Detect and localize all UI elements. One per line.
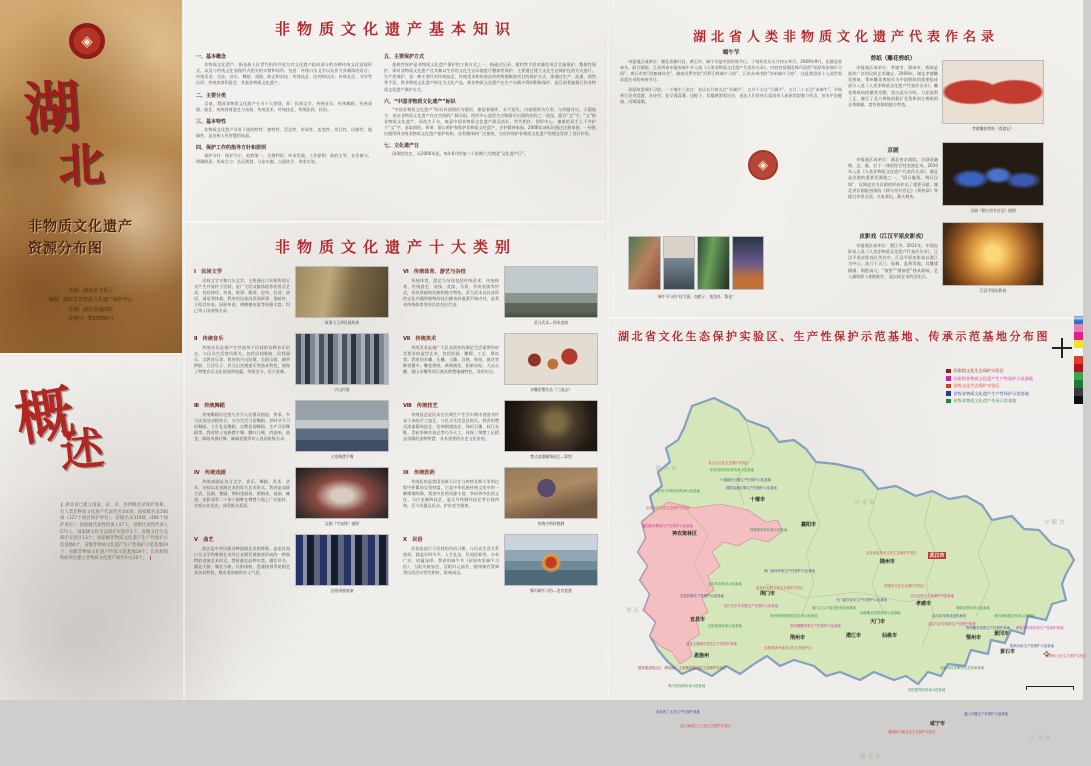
entry-paragraph: 申报地区或单位：湖北省京剧院。京剧是融唱、念、做、打于一体的综合性表演艺术，2010年入选《人类非物质文化遗产代表作名录》。湖北是京剧的重要发源地之一，“班曰徽班、调曰汉调”，汉调进京为京剧的形成作出了重要贡献。湖北省京剧院创排的《徐九经升官记》《膏药章》等剧目享誉全国，名家辈出，薪火相传。: [848, 157, 938, 199]
category-section: [403, 400, 598, 460]
category-text: [403, 266, 499, 326]
photo-caption: 汉剧《宇宙锋》剧照: [324, 521, 360, 526]
peking-opera-figure: [942, 142, 1044, 214]
neighbor-province-label: 重庆市: [626, 608, 649, 614]
map-site-label: 通山木雕生产性保护示范基地: [964, 712, 1009, 716]
category-number: Ⅸ: [403, 470, 409, 476]
map-site-label: 老河口木版年画传承示范基地: [656, 489, 701, 493]
map-site-label: 来凤西兰卡普生产性保护基地: [656, 710, 701, 714]
photo: [942, 60, 1044, 124]
map-city-label: 宜昌市: [690, 617, 706, 623]
neighbor-province-label: 湖南省: [860, 754, 883, 760]
map-site-label: 远安呜音传承示范基地: [708, 582, 742, 586]
strip-photo: [732, 236, 765, 290]
category-number: Ⅱ: [194, 336, 198, 342]
knowledge-section: [196, 53, 372, 87]
map-city-label: 天门市: [870, 619, 886, 625]
knowledge-panel-title: 非物质文化遗产基本知识: [274, 20, 517, 38]
category-figure: [295, 333, 389, 393]
photo-caption: 木雕彩塑作品《三国志》: [530, 387, 572, 392]
category-body: 传统戏剧是包含文学、音乐、舞蹈、美术、武术、杂技以及表演艺术的综合艺术形式。我省是戏剧大省，汉剧、楚剧、荆州花鼓戏、黄梅戏、南剧、傩戏、皮影戏等二十余个剧种在荆楚大地上广泛流传，名家名作迭出，深受群众喜爱。: [194, 479, 290, 509]
map-site-label: 屈家岭农耕文化生态保护实验区: [756, 586, 804, 590]
category-section: [194, 266, 389, 326]
category-heading: [403, 469, 499, 476]
duanwu-photo-strip: [628, 236, 764, 290]
ten-categories-panel: [188, 224, 604, 700]
map-city-label: 孝感市: [916, 601, 932, 607]
knowledge-section: [384, 142, 596, 157]
map-site-label: 武汉马应龙制药生产性保护基地: [928, 622, 976, 626]
china-ich-emblem-logo: [69, 23, 105, 59]
categories-panel-title: 非物质文化遗产十大类别: [274, 238, 517, 256]
photo-caption: 楚式漆器髹饰技艺—彩绘: [530, 454, 572, 459]
map-site-label: 黄陂泥塑传承示范基地: [956, 606, 990, 610]
category-heading: [194, 268, 290, 275]
map-site-label: 国家级武陵山区（鄂西南）土家族苗族文化生态保护实验区: [638, 666, 727, 670]
scale-bar: [1026, 686, 1074, 690]
map-site-label: 清江流域巴土文化生态保护实验区: [680, 724, 731, 728]
category-text: [403, 534, 499, 594]
peking-opera-entry: [848, 146, 938, 203]
category-name: 传统音乐: [202, 336, 224, 342]
category-section: [403, 266, 598, 326]
category-heading: [403, 335, 499, 342]
categories-left-column: [194, 266, 389, 601]
map-city-label: 鄂州市: [966, 635, 982, 641]
entry-heading: 剪纸（雕花剪纸）: [870, 56, 916, 62]
knowledge-section-body: 抢救性保护是非物质文化遗产保护的主要方式之一，指通过记录、建档等手段对濒危项目实施保护。整体性保护，即对非物质文化遗产及其赖以生存的文化生态环境进行整体性保护，主要通过建立文化生态保护区的方式进行。生产性保护，是一种主要针对传统技艺、传统美术和传统医药药物炮制类项目的保护方式，即通过生产、流通、销售等手段，将非物质文化遗产转化为文化产品，使非物质文化遗产在生产实践中得到积极保护，是目前普遍推行的非物质文化遗产保护方式。: [384, 62, 596, 92]
knowledge-section-heading: 二、主要分类: [196, 92, 227, 99]
shadow-play-figure: [942, 222, 1044, 294]
map-site-label: 黄冈黄梅挑花传承示范基地: [994, 614, 1035, 618]
category-body: 传统舞蹈历史悠久并为人民群众创造、传承，多与民俗活动相结合，分为生活习俗舞蹈、岁时节令习俗舞蹈、人生礼仪舞蹈、宗教信仰舞蹈、生产习俗舞蹈等。我省的土家族摆手舞、撒叶儿嗬、肉连响、高龙、郧阳凤凰灯舞、麻城花挑等均入选国家级名录。: [194, 412, 290, 442]
category-body: 传统医药是我国各族人民在与疾病长期斗争的过程中积累的宝贵财富，它是中华民族传统文化中的一颗璀璨明珠。我省中医药资源丰富，李时珍中医药文化、马应龙制药技艺、夏氏丹药制作技艺等名扬四海，至今仍惠及民众、护佑苍生健康。: [403, 479, 499, 509]
photo: [295, 467, 389, 519]
credit-value: 湖北省非物质文化遗产保护中心: [63, 297, 134, 303]
photo-caption: 传统中药材炮制: [537, 521, 565, 526]
category-figure: [504, 266, 598, 326]
credit-label: 审图号: [68, 316, 84, 322]
map-site-label: 保康黑暗传传承示范基地: [750, 528, 788, 532]
map-city-label: 仙桃市: [882, 633, 898, 639]
category-figure: [295, 467, 389, 527]
category-number: Ⅲ: [194, 403, 199, 409]
category-body: 传统体育、游艺与杂技包括传统武术、传统体育、传统游艺、杂技、竞技、马戏、乔装表演等形式，具有浓郁的民族和地方特色。武当武术以其深厚的文化内涵和独特的技击健身价值蜚声海内外，是我省传统体育类项目的杰出代表。: [403, 278, 499, 308]
category-body: 民俗是流行于民间的风俗习惯，与民众生活关系密切，涵盖岁时节令、人生礼仪、民间信仰等，分布广泛、底蕴深厚。我省的端午节（屈原故里端午习俗）、当阳关陵庙会、汉阳归元庙会、随州神农祭典等民俗活动世代相传，影响深远。: [403, 546, 499, 576]
map-city-label: 咸宁市: [930, 721, 946, 727]
map-city-label: 神农架林区: [672, 531, 698, 537]
map-city-label: 十堰市: [750, 497, 766, 503]
map-site-label: 通城拍打舞文化生态保护实验区: [888, 730, 936, 734]
photo: [295, 400, 389, 452]
neighbor-province-label: 安徽省: [1044, 520, 1067, 526]
strip-caption: 端午节习俗“挂艾蒿、包粽子、划龙舟、祭祀”: [657, 294, 735, 299]
knowledge-section: [384, 98, 596, 138]
map-site-label: 房县诗经文化生态保护实验区: [646, 506, 691, 510]
legend-swatch: [946, 376, 951, 381]
knowledge-right-column: [384, 48, 596, 165]
knowledge-section-heading: 一、基本概念: [196, 54, 227, 60]
legend-label: 省级非物质文化遗产生产性保护示范基地: [953, 390, 1029, 396]
map-city-label: 黄石市: [1000, 649, 1016, 655]
category-heading: [403, 402, 499, 409]
seal-glyph: ◈: [758, 157, 768, 173]
credit-line: [0, 296, 182, 303]
credit-label: 编制: [48, 297, 59, 303]
papercut-figure: [942, 60, 1044, 132]
photo: [504, 400, 598, 452]
entry-paragraph: 申报地区或单位：潜江市。2011年，中国皮影戏入选《人类非物质文化遗产代表作名录》，江汉平原皮影戏位列其中。江汉平原皮影戏以潜江为中心，流行于天门、仙桃、监利等地，其雕镂精细、唱腔高亢，“歌腔”“渔鼓腔”独具韵味，艺人操纵影人栩栩如生，是民间艺术的活化石。: [848, 243, 938, 279]
photo-caption: 故事大王讲民间故事: [324, 320, 360, 325]
entry-heading: 端午节: [722, 50, 740, 56]
map-site-label: 襄阳程河柳编生产性保护示范基地: [642, 524, 693, 528]
category-heading: [403, 268, 499, 275]
category-figure: [295, 266, 389, 326]
photo: [942, 142, 1044, 206]
cover-credits: [0, 284, 182, 325]
map-site-label: 阳新布贴生产性保护示范基地: [1010, 644, 1055, 648]
knowledge-section-body: “中国非物质文化遗产”标识外部图形为圆形，象征着循环，永不消失；内部图形为方形，与外圆对应，天圆地方，表达非物质文化遗产存在空间的广阔无垠。图形中心造型为古陶最早出现的纹样之一鱼纹，隐含“文”字，“文”指非物质文化遗产，而鱼生于水，寓意中国非物质文化遗产源远流长、世代相传。图形中心，抽象的双手上下共护于“文”字，意取团结、和谐、细心呵护和保护非物质文化遗产、守护精神家园。2006年该标识通过注册审批，一经推出便得到各级非物质文化遗产保护机构、各类媒体的广泛使用，为宣传保护非物质文化遗产的理念发挥了良好作用。: [384, 106, 596, 137]
category-section: [194, 400, 389, 460]
map-site-label: 崇阳提琴戏传承示范基地: [908, 688, 946, 692]
category-number: Ⅰ: [194, 269, 196, 275]
strip-photo: [663, 236, 696, 290]
legend-label: 省级非物质文化遗产传承示范基地: [953, 398, 1017, 403]
map-site-label: 长阳南曲传承示范基地: [708, 624, 742, 628]
category-number: Ⅵ: [403, 269, 409, 275]
category-name: 传统舞蹈: [204, 403, 225, 409]
map-site-label: 天门蓝印花布生产性保护示范基地: [836, 598, 887, 602]
entry-paragraph: 屈原故里端午习俗，一个端午三次过：农历五月初五过“头端午”，五月十五过“大端午”，五月二十五过“末端午”。节间举行龙舟竞渡、办诗会、挂艾蒿菖蒲、包粽子、饮雄黄酒等活动，表达人们对伟大爱国诗人屈原的崇敬与怀念，祈求平安健康、风调雨顺。: [620, 86, 842, 104]
duanwu-festival-entry: [620, 48, 842, 108]
map-site-label: 赤壁青砖茶制作技艺传承基地: [940, 666, 985, 670]
photo-caption: 兴山民歌: [334, 387, 350, 392]
cover-subtitle-line2: 资源分布图: [28, 241, 103, 257]
categories-columns: [194, 266, 598, 601]
overview-panel: [0, 353, 182, 700]
map-site-label: 利川肉连响传承示范基地: [668, 684, 706, 688]
category-body: 民间文学又称口头文学，主要通过口耳相传的方式产生并流传于民间，是广大民众集体创作的语言艺术，包括神话、传说、故事、歌谣、史诗、长诗、谚语、谜语等体裁。我省的伍家沟民间故事、黑暗传、王昭君传说、屈原传说、黄鹤楼传说等资源丰富，均已列入国家级名录。: [194, 278, 290, 314]
map-capital-label: 武汉市: [929, 553, 945, 559]
category-heading: [194, 335, 290, 342]
overview-paragraph: [60, 503, 168, 563]
category-name: 传统技艺: [416, 403, 438, 409]
knowledge-section-body: 非物质文化遗产，指各族人民世代相传并视为其文化遗产组成部分的各种传统文化表现形式，以及与传统文化表现形式相关的实物和场所。包括：传统口头文学以及作为其载体的语言；传统美术、书法、音乐、舞蹈、戏剧、曲艺和杂技；传统技艺、医药和历法；传统礼仪、节庆等民俗；传统体育和游艺；其他非物质文化遗产。: [196, 62, 372, 86]
category-figure: [504, 534, 598, 594]
knowledge-left-column: [196, 48, 372, 165]
map-site-label: 枝江步步升布鞋生产性保护示范基地: [724, 604, 779, 608]
map-site-label: 荆门漳河风筝生产性保护示范基地: [764, 569, 815, 573]
category-text: [403, 467, 499, 527]
knowledge-section: [384, 53, 596, 93]
legend-item: [946, 376, 1033, 382]
knowledge-section-heading: 七、文化遗产日: [384, 143, 420, 150]
category-body: 传统技艺是民众在长期生产生活实践中创造并传承下来的手工技艺，与民众生活息息相关。我省的楚式漆器髹饰技艺、铅锡刻镂技艺、绿松石雕、枝江布鞋、青砖茶制作技艺等巧夺天工，体现了荆楚工匠精益求精的造物智慧，具有重要的历史文化价值。: [403, 412, 499, 442]
entry-heading: 皮影戏（江汉平原皮影戏）: [859, 234, 927, 240]
category-figure: [504, 467, 598, 527]
legend-label: 国家级文化生态保护实验区: [953, 368, 1004, 373]
map-city-label: 黄冈市: [994, 631, 1010, 637]
unesco-masterpieces-panel: [612, 4, 1080, 316]
credit-line: [0, 306, 182, 313]
category-number: Ⅷ: [403, 403, 412, 409]
map-city-label: 潜江市: [846, 633, 862, 639]
category-body: 传统音乐是指产生并流传于民间的各种音乐形式，与民众生活密切相关，包括民间歌曲、民间器乐、宗教音乐等。我省的兴山民歌、长阳山歌、薅草锣鼓、江河号子、武当山宫观道乐等独具特色，展现了荆楚音乐文化的深厚底蕴，传唱至今、历久弥新。: [194, 345, 290, 375]
knowledge-section-body: 保护方针：保护为主、抢救第一、合理利用、传承发展。工作原则：政府主导、社会参与，明确职责、形成合力；长远规划、分步实施，点面结合、讲求实效。: [196, 153, 372, 165]
knowledge-section-heading: 五、主要保护方式: [384, 54, 425, 60]
category-text: [403, 333, 499, 393]
credit-value: 鄂S5555号: [87, 316, 114, 322]
credit-value: 湖北省地图院: [83, 306, 114, 313]
category-figure: [295, 400, 389, 460]
category-number: Ⅶ: [403, 336, 411, 342]
map-site-label: 伍家沟民间故事传承示范基地: [710, 468, 755, 472]
knowledge-columns: [196, 48, 596, 165]
legend-label: 国家级非物质文化遗产生产性保护示范基地: [953, 375, 1034, 381]
overview-body-text: 湖北省已建立国家、省、市、县四级名录保护体系，有人类非物质文化遗产代表作名录4项；国家级名录100项（127个项目保护单位），省级名录316项（466个保护单位）；国家级代表性传承人57人，省级代表性传承人571人；国家级文化生态保护实验区1个，省级文化生态保护实验区13个；国家级非物质文化遗产生产性保护示范基地6个，省级非物质文化遗产生产性保护示范基地19个；省级非物质文化遗产传承示范基地19个；在高校和科研单位建立非物质文化遗产研究中心10个。: [60, 503, 168, 562]
credit-value: 湖北省文化厅: [83, 287, 114, 294]
compass-icon: ✧: [1042, 648, 1052, 661]
photo: [504, 333, 598, 385]
map-site-label: 仙桃雕花剪纸传承示范基地: [860, 611, 901, 615]
distribution-map-panel: [608, 318, 1087, 760]
entry-paragraph: 申报地区或单位：孝感市、鄂州市。剪纸是流传广泛的民间艺术瑰宝。2009年，湖北孝感雕花剪纸、鄂州雕花剪纸作为中国剪纸的重要组成部分入选《人类非物质文化遗产代表作名录》。雕花剪纸构图繁茂完整、黑白虚实分明、刀法流利工正，融合了北方剪纸的粗犷苍劲和南方剪纸的灵秀细腻，富有浓郁的地方特色。: [848, 65, 938, 107]
overview-title-char1: 概: [10, 377, 80, 455]
knowledge-section-body: 国务院决定，从2006年起，每年6月的第二个星期六为我国“文化遗产日”。: [392, 151, 529, 157]
photo-caption: 京剧《徐九经升官记》剧照: [970, 208, 1016, 213]
photo: [504, 266, 598, 318]
photo-caption: 孝感雕花剪纸《西游记》: [972, 126, 1014, 131]
quote-mark: ❙: [60, 503, 66, 508]
knowledge-section-heading: 六、“中国非物质文化遗产”标识: [384, 98, 456, 105]
categories-right-column: [403, 266, 598, 601]
map-city-label: 襄阳市: [801, 522, 817, 528]
category-name: 传统美术: [415, 336, 437, 342]
map-site-label: 恩施玉露制作技艺生产性保护基地: [686, 642, 737, 646]
knowledge-section-heading: 三、基本特性: [196, 118, 227, 125]
knowledge-section: [196, 118, 372, 139]
neighbor-province-label: 江西省: [1030, 736, 1053, 742]
map-site-label: 武当山文化生态保护实验区: [708, 461, 749, 465]
category-figure: [504, 333, 598, 393]
category-section: [194, 333, 389, 393]
map-site-label: 荆州磨鹰风筝生产性保护示范基地: [790, 624, 841, 628]
category-name: 民俗: [412, 537, 423, 543]
entry-paragraph: 申报地区或单位：湖北省秭归县、黄石市。端午节是中国传统节日，于每年农历五月初五举行。2009年9月，由湖北省牵头，联合湖南、江苏两省申报的端午节入选《人类非物质文化遗产代表作名录》，内容包括湖北秭归县的“屈原故里端午习俗”、黄石市的“西塞神舟会”、湖南汨罗市的“汨罗江畔端午习俗”、江苏苏州市的“苏州端午习俗”，这是我国首个入选世界非遗名录的传统节日。: [620, 59, 842, 83]
map-site-label: 荆州铅锡刻镂技艺传承示范基地: [770, 614, 818, 618]
fold-crease: [182, 0, 186, 700]
map-site-label: 宜都青林寺谜语文化生态保护区: [764, 646, 812, 650]
category-name: 传统医药: [414, 470, 435, 476]
map-site-label: 蕲春李时珍医药生产性保护基地: [1016, 626, 1064, 630]
credit-line: [0, 287, 182, 294]
cover-subtitle-line1: 非物质文化遗产: [28, 219, 133, 235]
neighbor-province-label: 河南省: [854, 500, 877, 506]
photo-caption: 江汉平原皮影戏: [979, 288, 1007, 293]
strip-photo: [628, 236, 661, 290]
knowledge-section: [196, 144, 372, 165]
category-section: [194, 534, 389, 594]
legend-item: [946, 368, 1033, 374]
neighbor-province-label: 陕西省: [656, 466, 679, 472]
cover-title-char-bei: 北: [56, 136, 106, 194]
hubei-province-map: [616, 384, 1078, 696]
entry-heading: 京剧: [887, 148, 899, 154]
map-site-label: 鄂州雕花剪纸生产性保护基地: [966, 626, 1011, 630]
category-figure: [295, 534, 389, 594]
category-text: [194, 467, 290, 527]
category-heading: [194, 402, 290, 409]
category-heading: [403, 536, 499, 543]
category-number: Ⅹ: [403, 537, 407, 543]
map-site-label: 黄梅戏文化生态保护实验区: [1046, 654, 1087, 658]
map-city-label: 随州市: [880, 559, 896, 565]
category-text: [194, 333, 290, 393]
category-name: 传统体育、游艺与杂技: [413, 269, 466, 275]
legend-swatch: [946, 369, 951, 374]
knowledge-section-heading: 四、保护工作的指导方针和原则: [196, 145, 267, 152]
cover-panel: [0, 0, 182, 353]
map-site-label: 十堰绿松石雕生产性保护示范基地: [720, 478, 771, 482]
map-site-label: 宜昌彩陶生产性保护示范基地: [680, 594, 725, 598]
category-section: [403, 333, 598, 393]
map-panel-title: 湖北省文化生态保护实验区、生产性保护示范基地、传承示范基地分布图: [618, 330, 1050, 343]
quote-mark: ❙: [147, 556, 153, 562]
shadow-play-entry: [848, 232, 938, 283]
category-section: [403, 467, 598, 527]
category-text: [194, 266, 290, 326]
category-body: 曲艺是中华民族各种说唱艺术的统称，是由民间口头文学和歌唱艺术经过长期发展演变形成的一种独特的表演艺术形式。我省曲艺品种丰富，湖北评书、湖北大鼓、湖北小曲、长阳南曲、恩施扬琴等说唱艺术各具特色，散发着浓郁的乡土气息。: [194, 546, 290, 576]
map-site-label: 炎帝神农故里文化生态保护实验区: [866, 551, 917, 555]
category-heading: [194, 469, 290, 476]
knowledge-section-body: 非物质文化遗产具有下面的特性：独特性、活态性、传承性、流变性、综合性、民族性、地域性，是各族人民智慧的结晶。: [196, 126, 372, 138]
category-name: 曲艺: [203, 537, 214, 543]
photo: [295, 266, 389, 318]
map-city-label: 恩施州: [694, 653, 710, 659]
map-site-label: 武汉汉绣生产性保护示范基地: [910, 594, 955, 598]
knowledge-section-body: 目前，我国非物质文化遗产分为十大类别，即：民间文学、传统音乐、传统舞蹈、传统戏剧、曲艺、传统体育游艺与杂技、传统美术、传统技艺、传统医药、民俗。: [196, 100, 372, 112]
category-figure: [504, 400, 598, 460]
photo-caption: 武当武术—剑术表演: [533, 320, 569, 325]
credit-line: [0, 315, 182, 322]
category-number: Ⅳ: [194, 470, 200, 476]
photo-caption: 长阳南曲表演: [330, 588, 354, 593]
category-number: Ⅴ: [194, 537, 199, 543]
strip-photo: [697, 236, 730, 290]
cover-title-char-hu: 湖: [21, 73, 83, 143]
category-name: 民间文学: [201, 269, 222, 275]
knowledge-section: [196, 92, 372, 113]
map-city-label: 荆门市: [760, 591, 776, 597]
category-heading: [194, 536, 290, 543]
photo: [295, 333, 389, 385]
photo-caption: 秭归端午习俗—龙舟竞渡: [530, 588, 572, 593]
category-text: [194, 400, 290, 460]
category-text: [403, 400, 499, 460]
masterpieces-panel-title: 湖北省人类非物质文化遗产代表作名录: [692, 30, 999, 45]
map-site-label: 武汉高龙城非遗传承园: [932, 614, 966, 618]
photo: [942, 222, 1044, 286]
legend-label: 省级文化生态保护实验区: [953, 383, 1000, 388]
credit-label: 印制: [68, 306, 79, 313]
category-body: 传统美术是指广大民众创作的满足生活需要和审美要求的造型艺术，包括绘画、雕塑、工艺、建筑等。我省的木雕、石雕、玉雕、汉绣、剪纸、挑花等种类繁多，雕花剪纸、黄梅挑花、阳新布贴、大冶石雕、通山木雕等项目独具荆楚地域特色，异彩纷呈。: [403, 345, 499, 375]
category-text: [194, 534, 290, 594]
papercut-entry: [848, 54, 938, 111]
map-city-label: 荆州市: [790, 635, 806, 641]
photo: [504, 534, 598, 586]
photo: [295, 534, 389, 586]
map-site-label: 潜江江汉平原皮影戏传承基地: [812, 606, 857, 610]
credit-label: 监制: [68, 287, 79, 294]
category-section: [403, 534, 598, 594]
map-site-label: 郧阳凤凰灯舞生产性保护示范基地: [726, 486, 777, 490]
photo: [504, 467, 598, 519]
emblem-glyph: ◈: [81, 31, 93, 50]
map-site-label: 孝感孝文化生态保护实验区: [884, 584, 925, 588]
overview-title-char2: 述: [57, 422, 107, 479]
category-name: 传统戏剧: [204, 470, 226, 476]
photo-caption: 土家族摆手舞: [330, 454, 354, 459]
category-section: [194, 467, 389, 527]
